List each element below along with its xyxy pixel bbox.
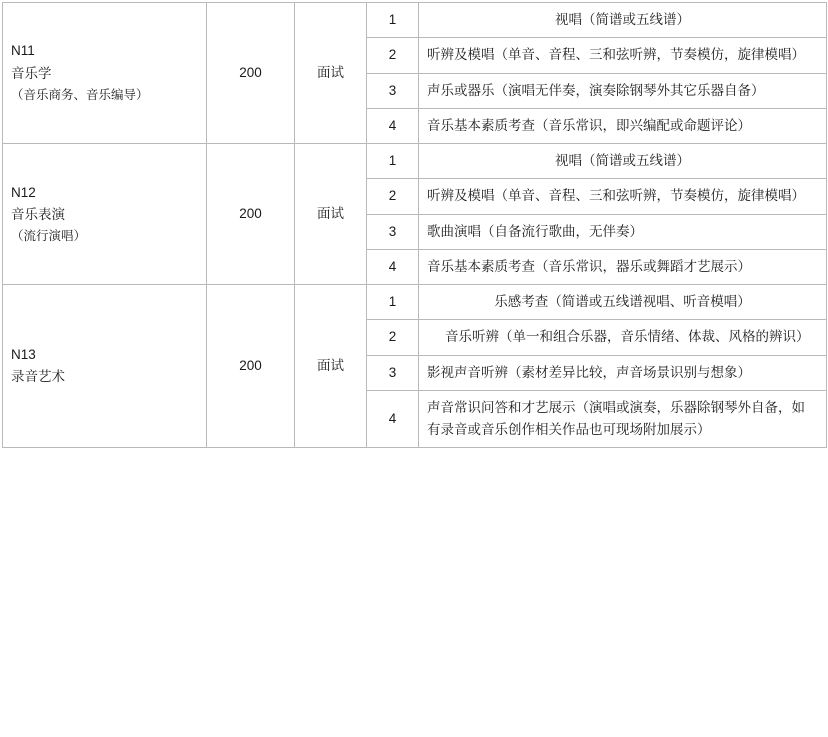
major-code: N11 [11, 43, 35, 59]
item-index: 3 [367, 73, 419, 108]
item-index: 2 [367, 320, 419, 355]
exam-requirements-sheet [0, 2, 828, 448]
item-content: 视唱（简谱或五线谱） [419, 144, 827, 179]
major-name: 录音艺术 [11, 369, 65, 385]
item-index: 2 [367, 38, 419, 73]
table-row [3, 285, 827, 320]
major-sub: （流行演唱） [11, 229, 87, 244]
item-index: 4 [367, 108, 419, 143]
item-index: 4 [367, 390, 419, 448]
score-cell: 200 [207, 285, 295, 448]
form-cell: 面试 [295, 3, 367, 144]
major-name: 音乐学 [11, 65, 52, 81]
item-content: 音乐基本素质考查（音乐常识，器乐或舞蹈才艺展示） [419, 249, 827, 284]
item-content: 声音常识问答和才艺展示（演唱或演奏，乐器除钢琴外自备，如有录音或音乐创作相关作品也可现场附加展示） [419, 390, 827, 448]
item-index: 1 [367, 144, 419, 179]
form-cell: 面试 [295, 285, 367, 448]
form-cell: 面试 [295, 144, 367, 285]
item-index: 3 [367, 214, 419, 249]
table-row [3, 3, 827, 38]
item-content: 听辨及模唱（单音、音程、三和弦听辨，节奏模仿，旋律模唱） [419, 179, 827, 214]
item-content: 声乐或器乐（演唱无伴奏，演奏除钢琴外其它乐器自备） [419, 73, 827, 108]
score-cell: 200 [207, 144, 295, 285]
item-index: 4 [367, 249, 419, 284]
item-content: 听辨及模唱（单音、音程、三和弦听辨，节奏模仿，旋律模唱） [419, 38, 827, 73]
item-content: 视唱（简谱或五线谱） [419, 3, 827, 38]
score-cell: 200 [207, 3, 295, 144]
item-content: 音乐基本素质考查（音乐常识，即兴编配或命题评论） [419, 108, 827, 143]
major-cell [3, 144, 207, 285]
table-row [3, 144, 827, 179]
item-content: 歌曲演唱（自备流行歌曲，无伴奏） [419, 214, 827, 249]
major-cell [3, 3, 207, 144]
exam-requirements-table [2, 2, 827, 448]
item-index: 1 [367, 285, 419, 320]
item-index: 2 [367, 179, 419, 214]
item-content: 音乐听辨（单一和组合乐器，音乐情绪、体裁、风格的辨识） [419, 320, 827, 355]
item-content: 影视声音听辨（素材差异比较，声音场景识别与想象） [419, 355, 827, 390]
item-index: 3 [367, 355, 419, 390]
major-code: N12 [11, 184, 36, 200]
table-body [3, 3, 827, 448]
major-name: 音乐表演 [11, 206, 65, 222]
major-cell [3, 285, 207, 448]
item-content: 乐感考查（简谱或五线谱视唱、听音模唱） [419, 285, 827, 320]
major-sub: （音乐商务、音乐编导） [11, 87, 149, 102]
major-code: N13 [11, 347, 36, 363]
item-index: 1 [367, 3, 419, 38]
